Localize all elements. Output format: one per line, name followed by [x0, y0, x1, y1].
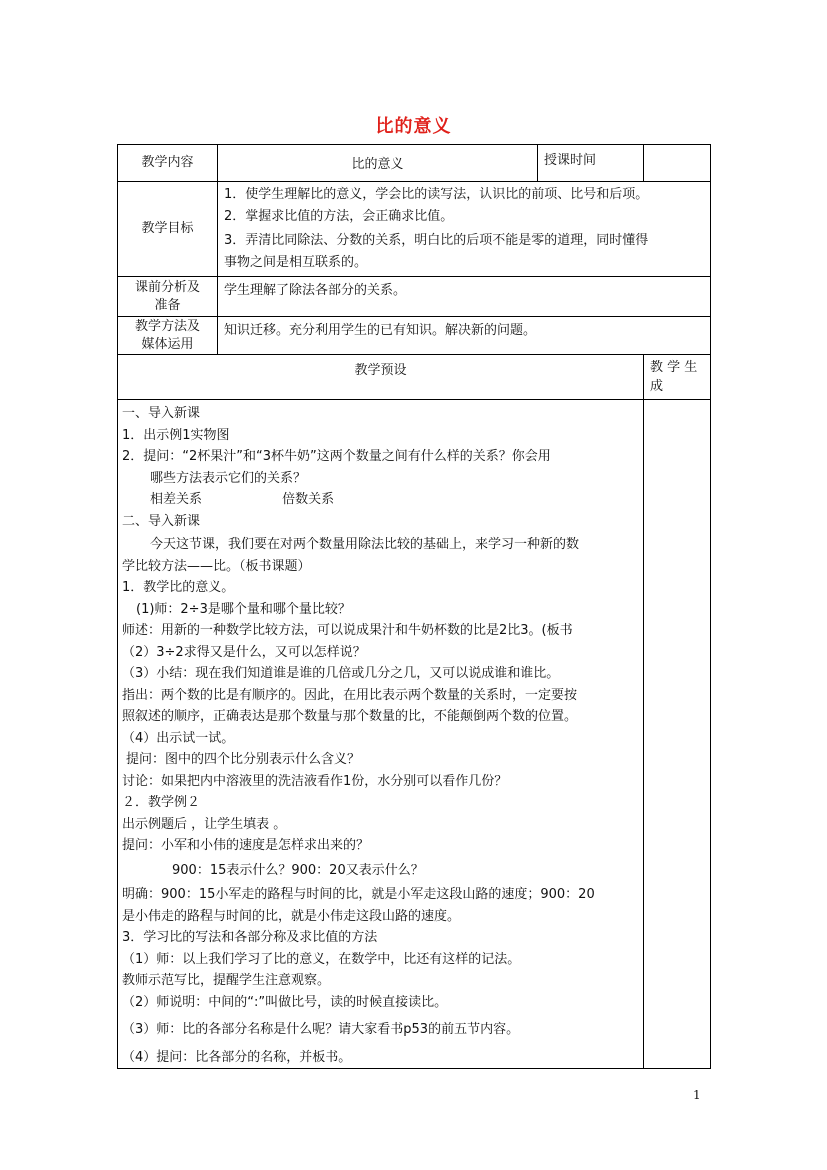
body-line: 900：15表示什么？900：20又表示什么？	[172, 862, 424, 878]
page-number: 1	[693, 1088, 701, 1102]
method-label	[118, 317, 218, 355]
lesson-body	[118, 400, 644, 1069]
body-line: 出示例题后 ，让学生填表 。	[122, 816, 287, 832]
body-line: 教师示范写比，提醒学生注意观察。	[122, 973, 331, 988]
body-line: 照叙述的顺序，正确表达是那个数量与那个数量的比，不能颠倒两个数的位置。	[122, 709, 578, 724]
goal-item: 3．弄清比同除法、分数的关系，明白比的后项不能是零的道理，同时懂得	[224, 233, 649, 248]
prep-label	[118, 277, 218, 317]
document-title: 比的意义	[375, 116, 452, 137]
body-line: （2）3÷2求得又是什么，又可以怎样说？	[122, 644, 366, 660]
goal-list	[218, 182, 711, 277]
body-line: （4）提问：比各部分的名称，并板书。	[122, 1049, 352, 1065]
body-line: （1）师：以上我们学习了比的意义，在数学中，比还有这样的记法。	[122, 951, 521, 967]
body-line: 师述：用新的一种数学比较方法，可以说成果汁和牛奶杯数的比是2比3。(板书	[122, 623, 573, 638]
student-header	[644, 355, 711, 400]
design-header: 教学预设	[118, 355, 644, 400]
prep-label-line1: 课前分析及	[134, 279, 200, 295]
content-label: 教学内容	[118, 145, 218, 182]
student-header-line2: 成	[650, 379, 664, 394]
body-line: ２．教学例２	[122, 795, 201, 810]
body-line: 讨论：如果把内中溶液里的洗洁液看作1份，水分别可以看作几份？	[122, 773, 508, 789]
body-line: 哪些方法表示它们的关系？	[150, 470, 307, 486]
lesson-plan-table	[117, 144, 711, 1069]
body-line: 1．出示例1实物图	[122, 427, 230, 443]
body-line: （2）师说明：中间的“:”叫做比号，读的时候直接读比。	[122, 994, 448, 1010]
body-line: 提问：图中的四个比分别表示什么含义？	[126, 752, 361, 767]
body-line: 1．教学比的意义。	[122, 580, 235, 595]
prep-label-line2: 准备	[154, 297, 181, 313]
body-line: 一、导入新课	[122, 406, 201, 421]
body-line: 学比较方法——比。（板书课题）	[122, 558, 311, 574]
goal-item: 2．掌握求比值的方法，会正确求比值。	[224, 209, 454, 224]
body-line: 3．学习比的写法和各部分称及求比值的方法	[122, 930, 378, 945]
student-header-line1: 教 学 生	[650, 360, 698, 375]
body-line: 提问：小军和小伟的速度是怎样求出来的？	[122, 838, 370, 853]
body-line: 指出：两个数的比是有顺序的。因此，在用比表示两个数量的关系时，一定要按	[122, 687, 578, 703]
method-label-line1: 教学方法及	[134, 318, 200, 334]
body-line: （4）出示试一试。	[122, 730, 235, 746]
body-line: 2．提问：“2杯果汁”和“3杯牛奶”这两个数量之间有什么样的关系？你会用	[122, 449, 551, 464]
time-label: 授课时间	[538, 145, 644, 182]
student-column	[644, 400, 711, 1069]
body-line: (1)师：2÷3是哪个量和哪个量比较？	[136, 601, 351, 617]
body-line: （3）小结：现在我们知道谁是谁的几倍或几分之几，又可以说成谁和谁比。	[122, 666, 560, 681]
body-line-relations	[122, 489, 639, 511]
body-line: （3）师：比的各部分名称是什么呢？请大家看书p53的前五节内容。	[122, 1022, 520, 1037]
difference-relation: 相差关系	[150, 492, 203, 507]
multiple-relation: 倍数关系	[282, 492, 335, 507]
content-value: 比的意义	[218, 145, 538, 182]
method-label-line2: 媒体运用	[141, 336, 194, 352]
prep-value: 学生理解了除法各部分的关系。	[218, 277, 711, 317]
method-value: 知识迁移。充分利用学生的已有知识。解决新的问题。	[218, 317, 711, 355]
time-value	[644, 145, 711, 182]
body-line: 二、导入新课	[122, 513, 201, 529]
goal-item: 1．使学生理解比的意义，学会比的读写法，认识比的前项、比号和后项。	[224, 187, 649, 202]
body-line: 今天这节课，我们要在对两个数量用除法比较的基础上，来学习一种新的数	[150, 537, 580, 552]
body-line: 明确：900：15小军走的路程与时间的比，就是小军走这段山路的速度；900：20	[122, 887, 595, 902]
goal-label: 教学目标	[118, 182, 218, 277]
goal-item: 事物之间是相互联系的。	[224, 255, 368, 270]
body-line: 是小伟走的路程与时间的比，就是小伟走这段山路的速度。	[122, 908, 461, 924]
